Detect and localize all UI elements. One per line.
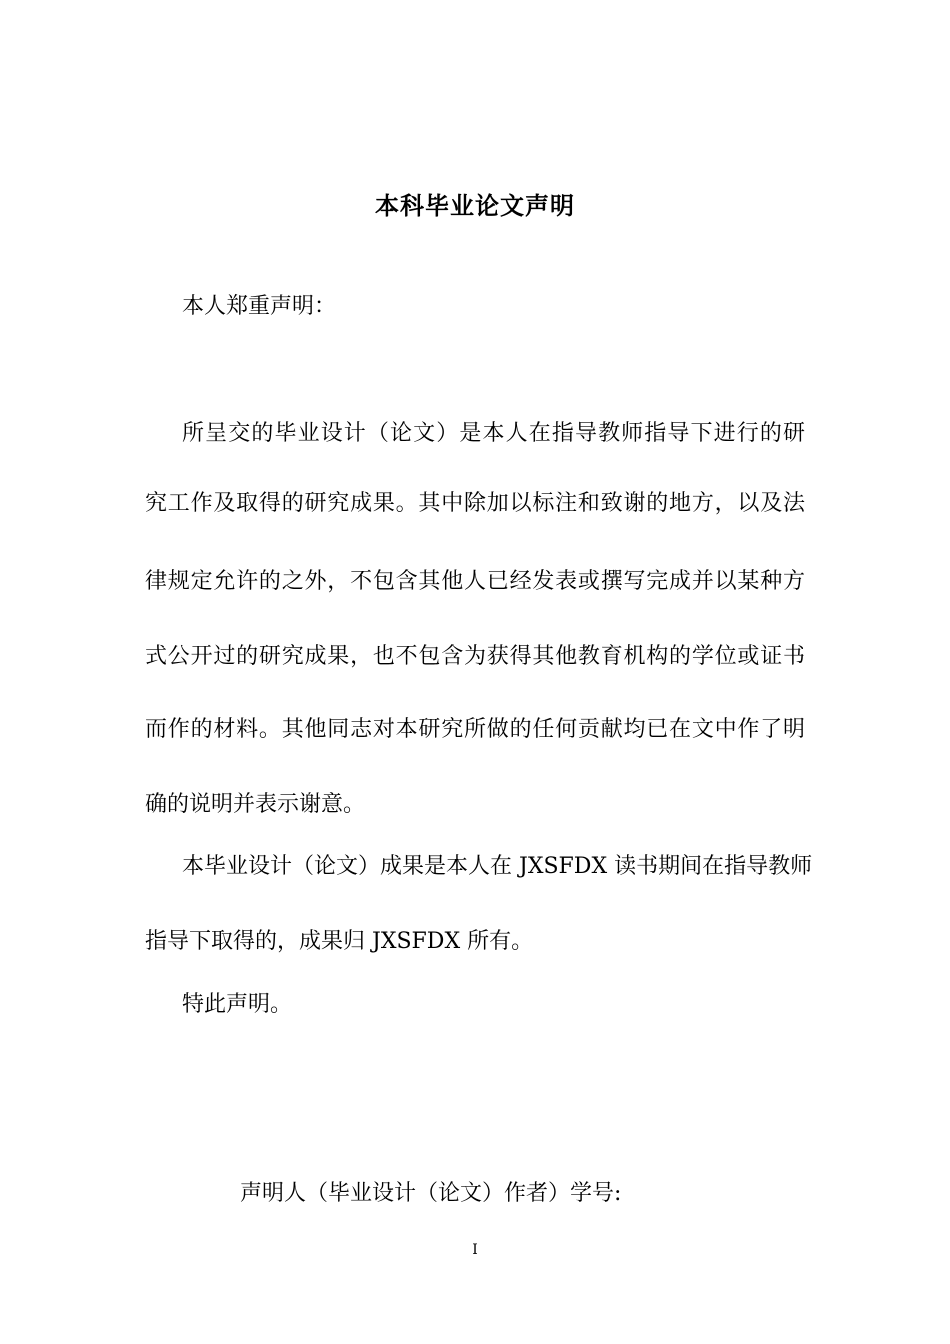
paragraph1-line-3: 律规定允许的之外，不包含其他人已经发表或撰写完成并以某种方 [145, 569, 805, 594]
paragraph1-line-1: 所呈交的毕业设计（论文）是本人在指导教师指导下进行的研 [182, 421, 805, 446]
paragraph2-line-1: 本毕业设计（论文）成果是本人在 JXSFDX 读书期间在指导教师 [182, 854, 813, 879]
greeting-text: 本人郑重声明： [182, 294, 337, 319]
closing-text: 特此声明。 [182, 992, 293, 1017]
page-number: I [472, 1242, 478, 1258]
document-title: 本科毕业论文声明 [375, 192, 575, 220]
paragraph1-line-5: 而作的材料。其他同志对本研究所做的任何贡献均已在文中作了明 [145, 717, 805, 742]
paragraph1-line-6: 确的说明并表示谢意。 [145, 792, 366, 817]
paragraph1-line-2: 究工作及取得的研究成果。其中除加以标注和致谢的地方，以及法 [145, 491, 805, 516]
paragraph1-line-4: 式公开过的研究成果，也不包含为获得其他教育机构的学位或证书 [145, 644, 805, 669]
signature-line: 声明人（毕业设计（论文）作者）学号: [240, 1181, 622, 1206]
paragraph2-line-2: 指导下取得的，成果归 JXSFDX 所有。 [145, 929, 534, 954]
